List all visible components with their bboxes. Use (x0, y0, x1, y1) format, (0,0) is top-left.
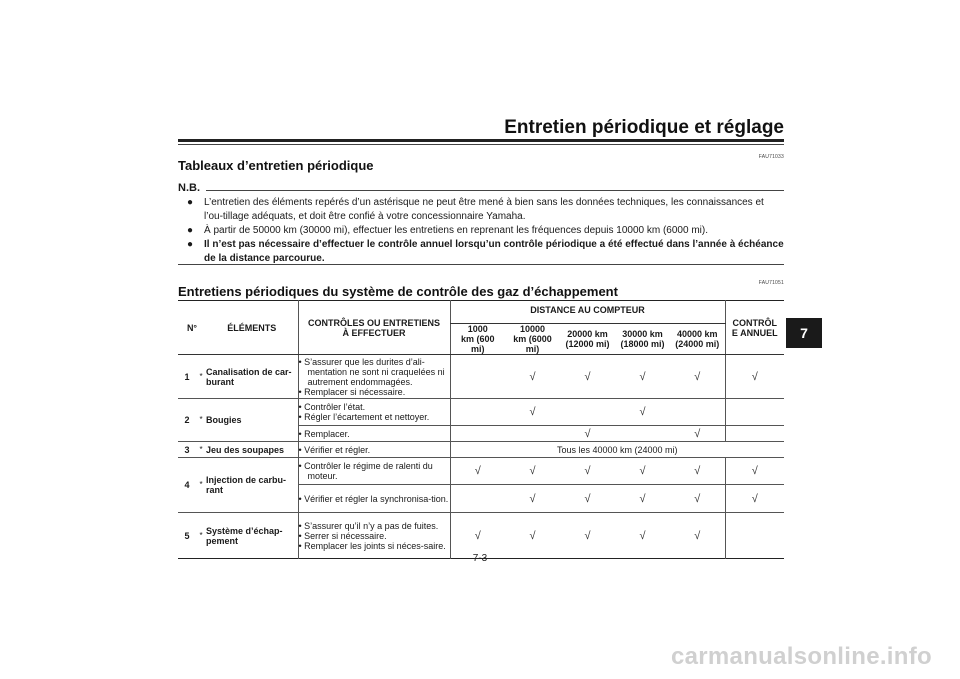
row-number: 2 (178, 399, 196, 442)
check-cell: √ (584, 529, 591, 542)
check-cell: √ (725, 458, 784, 485)
check-cell: √ (694, 529, 701, 542)
nb-item: ● Il n’est pas nécessaire d’effectuer le contrôle annuel lorsqu’un contrôle périodique a été effectué dans l’année à échéance de la distance parcourue. (187, 239, 784, 264)
nb-item: ● À partir de 50000 km (30000 mi), effectuer les entretiens en reprenant les fréquences depuis 10000 km (6000 mi). (187, 225, 708, 236)
check-cell (450, 399, 505, 426)
check-cell (725, 513, 784, 559)
check-cell: √ (505, 355, 560, 399)
row-star: * (196, 442, 206, 458)
check-cell: √ (615, 355, 670, 399)
row-actions: • Contrôler l’état. • Régler l’écartement et nettoyer. (298, 399, 450, 426)
header-rule-thin (178, 144, 784, 145)
nb-bottom-rule (178, 264, 784, 265)
row-actions: • Vérifier et régler la synchronisa-tion. (298, 485, 450, 513)
check-cell: √ (670, 485, 725, 513)
row-number: 5 (184, 530, 190, 541)
bullet-icon: ● (187, 197, 194, 208)
check-cell: √ (450, 513, 505, 559)
row-element: Système d’échap-pement (206, 525, 283, 546)
col-header-distance-3: 20000 km (12000 mi) (560, 324, 615, 355)
col-header-distance-1: 1000 km (600 mi) (450, 324, 505, 355)
check-cell: √ (505, 399, 560, 426)
row-actions: • S’assurer que les durites d’ali-mentation ne sont ni craquelées ni autrement endommagées. • Remplacer si nécessaire. (298, 355, 450, 399)
page-number: 7-3 (472, 553, 488, 564)
check-cell: √ (560, 458, 615, 485)
check-cell (450, 485, 505, 513)
col-header-num: N° (178, 301, 206, 355)
row-number: 4 (178, 458, 196, 513)
row-actions: • Vérifier et régler. (298, 442, 450, 458)
check-cell: √ (450, 458, 505, 485)
check-cell (450, 426, 505, 442)
chapter-tab: 7 (786, 318, 822, 348)
watermark: carmanualsonline.info (670, 643, 932, 670)
row-actions: • S’assurer qu’il n’y a pas de fuites. • Serrer si nécessaire. • Remplacer les joints si néces-saire. (298, 513, 450, 559)
table-row (178, 513, 784, 559)
check-cell (615, 426, 670, 442)
check-cell: √ (560, 485, 615, 513)
check-cell (450, 355, 505, 399)
check-cell: √ (615, 458, 670, 485)
bullet-icon: ● (187, 239, 194, 250)
row-star: * (196, 399, 206, 442)
check-cell (560, 399, 615, 426)
header-rule (178, 139, 784, 142)
check-cell: √ (505, 485, 560, 513)
table-row (178, 442, 784, 458)
col-header-distance-5: 40000 km (24000 mi) (670, 324, 725, 355)
col-header-controls: CONTRÔLES OU ENTRETIENS À EFFECTUER (298, 301, 450, 355)
table-row (178, 399, 784, 426)
row-actions: • Remplacer. (298, 426, 450, 442)
col-header-distance: DISTANCE AU COMPTEUR (450, 301, 725, 324)
col-header-elements: ÉLÉMENTS (206, 301, 298, 355)
row-element: Jeu des soupapes (206, 442, 298, 458)
check-cell: √ (639, 529, 646, 542)
table-row (178, 355, 784, 399)
table-row (178, 458, 784, 485)
maintenance-table (178, 300, 784, 559)
check-cell: √ (560, 355, 615, 399)
bullet-icon: ● (187, 225, 194, 236)
col-header-distance-4: 30000 km (18000 mi) (615, 324, 670, 355)
section-title: Entretiens périodiques du système de contrôle des gaz d’échappement (178, 284, 618, 299)
row-star: * (199, 530, 203, 540)
check-cell: √ (670, 426, 725, 442)
nb-rule (206, 190, 784, 191)
check-cell: √ (529, 529, 536, 542)
check-cell: √ (615, 399, 670, 426)
row-star: * (196, 458, 206, 513)
check-cell (725, 426, 784, 442)
nb-list (186, 196, 784, 266)
check-cell (725, 399, 784, 426)
section-code: FAU71051 (758, 280, 784, 286)
row-element: Canalisation de car-burant (206, 355, 298, 399)
check-cell: √ (505, 458, 560, 485)
col-header-distance-2: 10000 km (6000 mi) (505, 324, 560, 355)
col-header-annual: CONTRÔL E ANNUEL (725, 301, 784, 355)
section-code: FAU71033 (758, 154, 784, 160)
check-cell (670, 399, 725, 426)
check-cell: √ (670, 355, 725, 399)
nb-item: ● L’entretien des éléments repérés d’un astérisque ne peut être mené à bien sans les données techniques, les connaissances et l’ou-tillage adéquats, et doit être confié à votre concessionnaire Yamaha. (187, 197, 764, 222)
check-cell: √ (670, 458, 725, 485)
check-cell: √ (560, 426, 615, 442)
check-cell: √ (615, 485, 670, 513)
row-interval-text: Tous les 40000 km (24000 mi) (450, 442, 784, 458)
check-cell: √ (725, 485, 784, 513)
row-number: 1 (178, 355, 196, 399)
section-title: Tableaux d’entretien périodique (178, 158, 374, 173)
page-header-title: Entretien périodique et réglage (504, 117, 784, 138)
check-cell: √ (725, 355, 784, 399)
row-element: Injection de carbu-rant (206, 458, 298, 513)
nb-label: N.B. (178, 182, 200, 194)
row-number: 3 (178, 442, 196, 458)
row-element: Bougies (206, 399, 298, 442)
row-actions: • Contrôler le régime de ralenti du moteur. (298, 458, 450, 485)
check-cell (505, 426, 560, 442)
row-star: * (196, 355, 206, 399)
